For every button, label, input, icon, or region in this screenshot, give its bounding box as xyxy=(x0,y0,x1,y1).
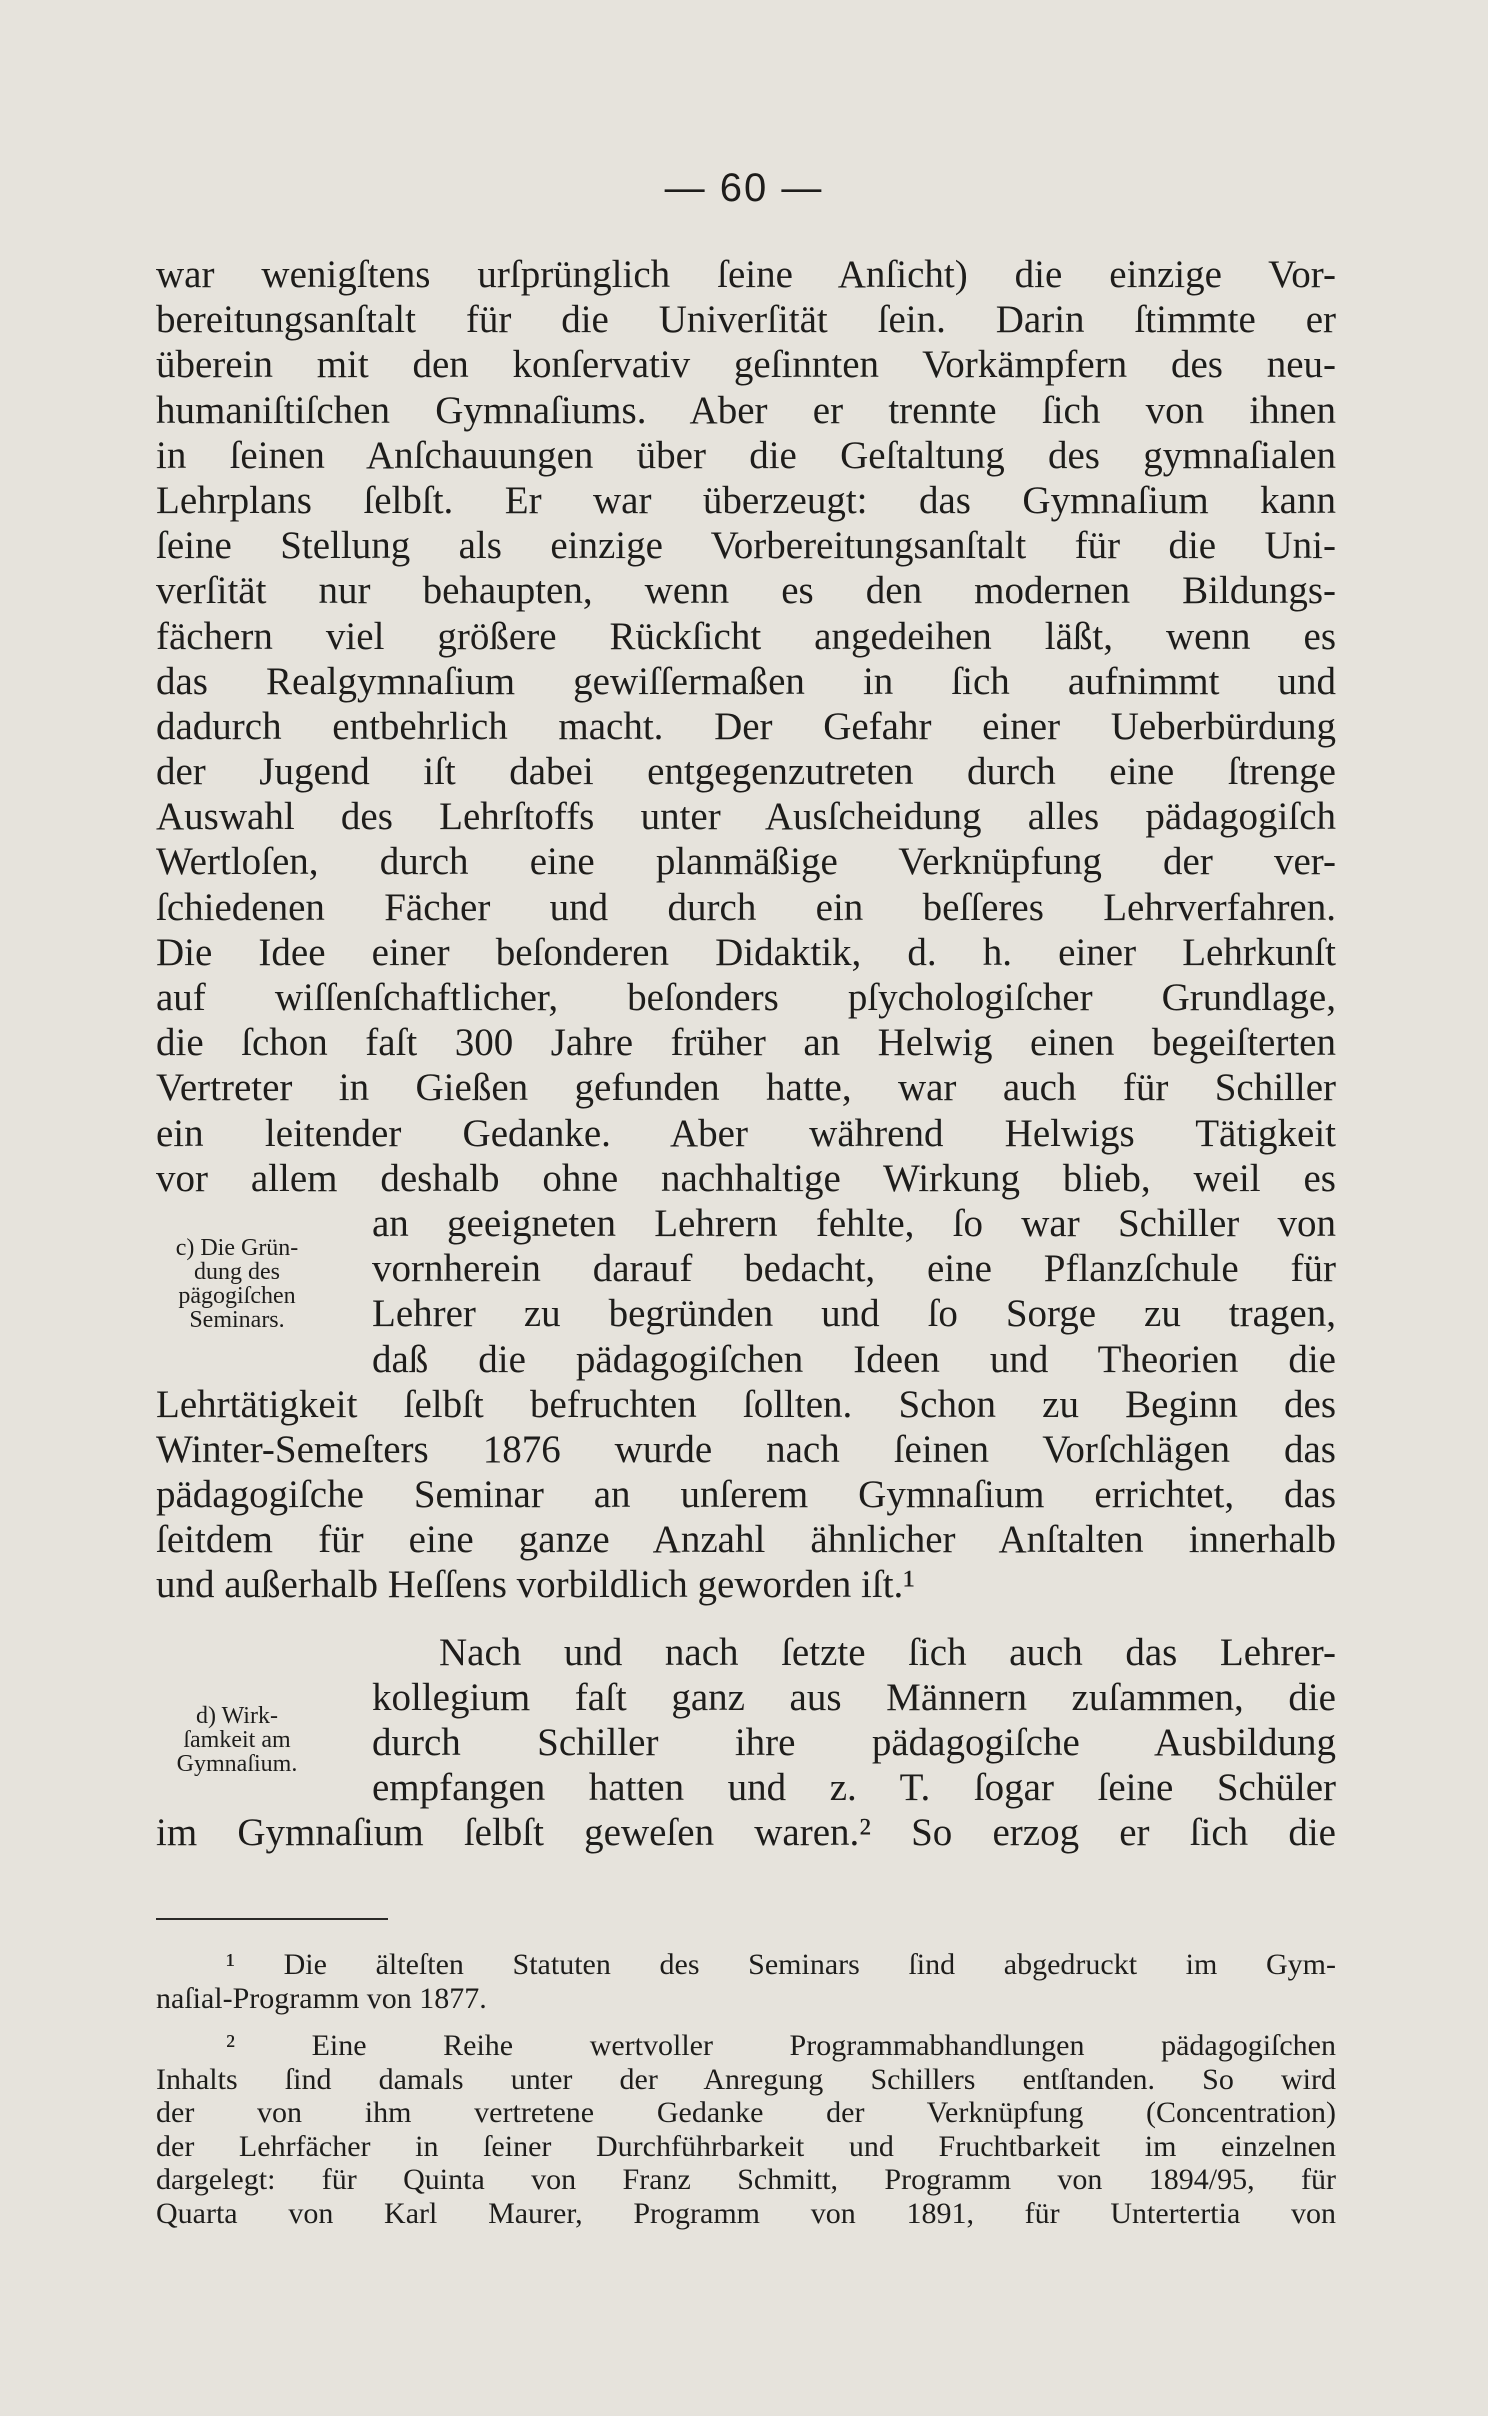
text-line: und außerhalb Heſſens vorbildlich geworden iſt.¹ xyxy=(156,1563,915,1607)
text-line: durch Schiller ihre pädagogiſche Ausbildung xyxy=(372,1721,1336,1764)
margin-note-line: Gymnaſium. xyxy=(176,1751,298,1777)
footnote-gap xyxy=(156,2015,1336,2029)
margin-note-line: d) Wirk- xyxy=(196,1703,278,1729)
text-line: kollegium faſt ganz aus Männern zuſammen, die xyxy=(372,1675,1336,1719)
text-line: war wenigſtens urſprünglich ſeine Anſicht) die einzige Vor- xyxy=(156,253,1336,296)
text-line: daß die pädagogiſchen Ideen und Theorien die xyxy=(372,1337,1336,1381)
text-line: bereitungsanſtalt für die Univerſität ſein. Darin ſtimmte er xyxy=(156,298,1336,342)
text-line: dadurch entbehrlich macht. Der Gefahr einer Ueberbürdung xyxy=(156,704,1336,748)
text-line: Lehrer zu begründen und ſo Sorge zu tragen, xyxy=(372,1292,1336,1336)
text-line: Winter-Semeſters 1876 wurde nach ſeinen Vorſchlägen das xyxy=(156,1427,1336,1471)
text-line: ſchiedenen Fächer und durch ein beſſeres Lehrverfahren. xyxy=(156,885,1336,929)
margin-note-line: c) Die Grün- xyxy=(175,1235,299,1261)
text-line: fächern viel größere Rückſicht angedeihen läßt, wenn es xyxy=(156,614,1336,658)
text-line: Nach und nach ſetzte ſich auch das Lehrer- xyxy=(439,1630,1336,1674)
footnote-line: ¹ Die älteſten Statuten des Seminars ſind abgedruckt im Gym- xyxy=(226,1948,1336,1981)
footnote-line: Inhalts ſind damals unter der Anregung Schillers entſtanden. So wird xyxy=(156,2062,1336,2096)
text-line: Auswahl des Lehrſtoffs unter Ausſcheidung alles pädagogiſch xyxy=(156,795,1336,839)
text-line: empfangen hatten und z. T. ſogar ſeine Schüler xyxy=(372,1766,1336,1810)
margin-note-line: dung des xyxy=(194,1259,280,1285)
text-line: verſität nur behaupten, wenn es den modernen Bildungs- xyxy=(156,569,1336,613)
margin-note-line: pägogiſchen xyxy=(178,1283,296,1309)
margin-note-line: ſamkeit am xyxy=(183,1727,291,1753)
text-line: ein leitender Gedanke. Aber während Helwigs Tätigkeit xyxy=(156,1111,1336,1155)
main-text xyxy=(156,252,1336,1856)
footnotes xyxy=(156,1948,1336,2230)
text-line: pädagogiſche Seminar an unſerem Gymnaſium errichtet, das xyxy=(156,1473,1336,1517)
text-line: überein mit den konſervativ geſinnten Vorkämpfern des neu- xyxy=(156,343,1336,387)
text-line: der Jugend iſt dabei entgegenzutreten durch eine ſtrenge xyxy=(156,750,1336,794)
text-line: auf wiſſenſchaftlicher, beſonders pſychologiſcher Grundlage, xyxy=(156,976,1336,1019)
text-line: Lehrtätigkeit ſelbſt befruchten ſollten. Schon zu Beginn des xyxy=(156,1382,1336,1426)
margin-note-line: Seminars. xyxy=(189,1307,285,1333)
text-line: Lehrplans ſelbſt. Er war überzeugt: das Gymnaſium kann xyxy=(156,478,1336,522)
text-line: Die Idee einer beſonderen Didaktik, d. h. einer Lehrkunſt xyxy=(156,930,1336,974)
margin-note-seminar xyxy=(142,1236,332,1332)
footnote-line: Quarta von Karl Maurer, Programm von 1891, für Untertertia von xyxy=(156,2196,1336,2230)
text-line: im Gymnaſium ſelbſt geweſen waren.² So erzog er ſich die xyxy=(156,1811,1336,1855)
text-line: ſeitdem für eine ganze Anzahl ähnlicher Anſtalten innerhalb xyxy=(156,1518,1336,1562)
text-line: vornherein darauf bedacht, eine Pflanzſchule für xyxy=(372,1247,1336,1291)
text-line: die ſchon faſt 300 Jahre früher an Helwig einen begeiſterten xyxy=(156,1021,1336,1065)
text-line: vor allem deshalb ohne nachhaltige Wirkung blieb, weil es xyxy=(156,1156,1336,1200)
text-line: das Realgymnaſium gewiſſermaßen in ſich aufnimmt und xyxy=(156,659,1336,703)
footnote-separator xyxy=(156,1918,388,1920)
paragraph-gap xyxy=(156,1608,1336,1630)
footnote-line: naſial-Programm von 1877. xyxy=(156,1981,487,2015)
footnote-line: dargelegt: für Quinta von Franz Schmitt, Programm von 1894/95, für xyxy=(156,2163,1336,2196)
text-line: an geeigneten Lehrern fehlte, ſo war Schiller von xyxy=(372,1201,1336,1245)
text-line: ſeine Stellung als einzige Vorbereitungsanſtalt für die Uni- xyxy=(156,524,1336,568)
text-line: Wertloſen, durch eine planmäßige Verknüpfung der ver- xyxy=(156,840,1336,884)
text-line: humaniſtiſchen Gymnaſiums. Aber er trennte ſich von ihnen xyxy=(156,388,1336,432)
text-line: Vertreter in Gießen gefunden hatte, war auch für Schiller xyxy=(156,1066,1336,1110)
footnote-line: ² Eine Reihe wertvoller Programmabhandlungen pädagogiſchen xyxy=(226,2029,1336,2062)
margin-note-gymnasium xyxy=(142,1704,332,1776)
footnote-line: der von ihm vertretene Gedanke der Verknüpfung (Concentration) xyxy=(156,2096,1336,2129)
text-line: in ſeinen Anſchauungen über die Geſtaltung des gymnaſialen xyxy=(156,433,1336,477)
page-number: — 60 — xyxy=(664,166,824,210)
footnote-line: der Lehrfächer in ſeiner Durchführbarkeit und Fruchtbarkeit im einzelnen xyxy=(156,2129,1336,2163)
